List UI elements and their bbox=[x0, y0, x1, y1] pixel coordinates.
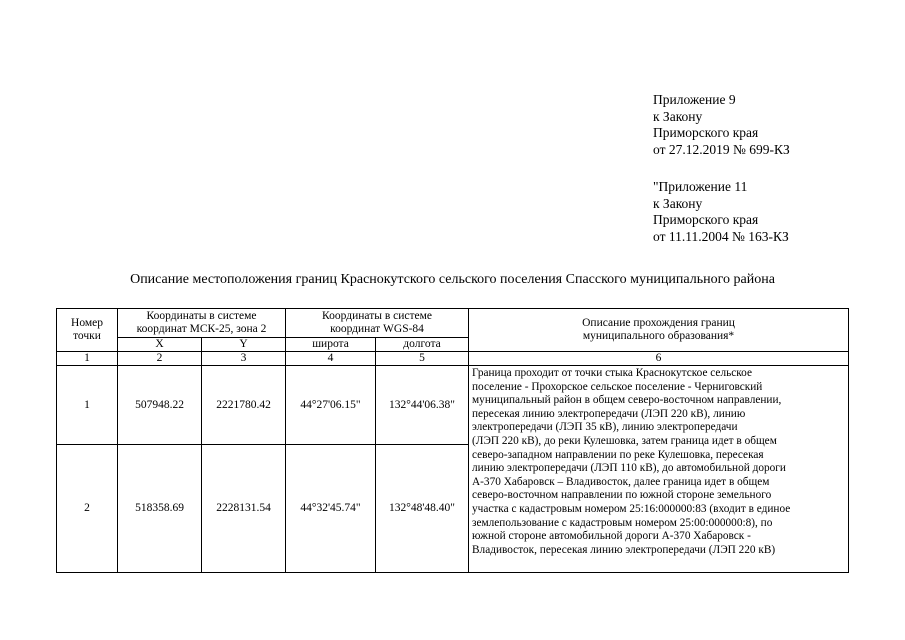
header-msk-coordinates bbox=[118, 309, 286, 338]
column-number-row bbox=[57, 352, 849, 366]
header-text: Координаты в системе bbox=[146, 310, 257, 322]
longitude: 132°48'48.40" bbox=[376, 445, 469, 573]
latitude: 44°27'06.15" bbox=[286, 366, 376, 445]
table-row bbox=[57, 366, 849, 445]
description-line: А-370 Хабаровск – Владивосток, далее граница идет в общем bbox=[472, 475, 770, 488]
header-text: координат МСК-25, зона 2 bbox=[136, 323, 267, 335]
description-line: Граница проходит от точки стыка Краснокутское сельское bbox=[472, 367, 752, 379]
column-number: 5 bbox=[376, 352, 469, 366]
appendix-line: "Приложение 11 bbox=[653, 179, 748, 194]
description-line: Владивосток, пересекая линию электропередачи (ЛЭП 220 кВ) bbox=[472, 543, 776, 556]
latitude: 44°32'45.74" bbox=[286, 445, 376, 573]
header-wgs-coordinates bbox=[286, 309, 469, 338]
coordinate-x: 518358.69 bbox=[118, 445, 202, 573]
description-line: северо-западном направлении по реке Кулешовка, пересекая bbox=[472, 448, 764, 461]
appendix-line: к Закону bbox=[653, 195, 703, 211]
coordinate-y: 2228131.54 bbox=[202, 445, 286, 573]
header-text: Номер bbox=[71, 317, 103, 329]
appendix-line: к Закону bbox=[653, 108, 703, 124]
header-latitude: широта bbox=[286, 338, 376, 352]
description-line: участка с кадастровым номером 25:16:000000:83 (входит в единое bbox=[472, 502, 791, 515]
appendix-line: от 11.11.2004 № 163-КЗ bbox=[653, 228, 789, 244]
coordinate-y: 2221780.42 bbox=[202, 366, 286, 445]
description-line: линию электропередачи (ЛЭП 110 кВ), до автомобильной дороги bbox=[472, 462, 786, 475]
header-y: Y bbox=[202, 338, 286, 352]
appendix-header-amended bbox=[653, 179, 789, 245]
column-number: 6 bbox=[469, 352, 849, 366]
appendix-line: Приложение 9 bbox=[653, 92, 736, 107]
boundary-table bbox=[56, 308, 849, 573]
longitude: 132°44'06.38" bbox=[376, 366, 469, 445]
description-line: (ЛЭП 220 кВ), до реки Кулешовка, затем граница идет в общем bbox=[472, 434, 777, 447]
header-text: Описание прохождения границ bbox=[582, 317, 735, 329]
appendix-line: Приморского края bbox=[653, 125, 759, 141]
header-text: муниципального образования* bbox=[582, 330, 735, 342]
appendix-header-current bbox=[653, 92, 790, 158]
point-number: 2 bbox=[57, 445, 118, 573]
description-line: пересекая линию электропередачи (ЛЭП 220 кВ), линию bbox=[472, 407, 746, 420]
boundary-description bbox=[469, 366, 849, 573]
appendix-line: Приморского края bbox=[653, 212, 759, 228]
column-number: 1 bbox=[57, 352, 118, 366]
point-number: 1 bbox=[57, 366, 118, 445]
header-description bbox=[469, 309, 849, 352]
description-line: электропередачи (ЛЭП 35 кВ), линию электропередачи bbox=[472, 421, 738, 434]
column-number: 3 bbox=[202, 352, 286, 366]
description-line: муниципальный район в общем северо-восточном направлении, bbox=[472, 394, 782, 407]
description-line: южной стороне автомобильной дороги А-370 Хабаровск - bbox=[472, 530, 751, 543]
header-text: точки bbox=[73, 330, 101, 342]
header-text: Координаты в системе bbox=[322, 310, 432, 322]
header-longitude: долгота bbox=[376, 338, 469, 352]
description-line: поселение - Прохорское сельское поселение - Черниговский bbox=[472, 380, 763, 393]
coordinate-x: 507948.22 bbox=[118, 366, 202, 445]
document-title: Описание местоположения границ Краснокутского сельского поселения Спасского муниципального района bbox=[130, 272, 775, 287]
header-point-number bbox=[57, 309, 118, 352]
header-row bbox=[57, 309, 849, 338]
column-number: 4 bbox=[286, 352, 376, 366]
description-line: северо-восточном направлении по южной стороне земельного bbox=[472, 489, 772, 502]
header-text: координат WGS-84 bbox=[330, 323, 424, 335]
header-x: X bbox=[118, 338, 202, 352]
appendix-line: от 27.12.2019 № 699-КЗ bbox=[653, 141, 790, 157]
column-number: 2 bbox=[118, 352, 202, 366]
description-line: землепользование с кадастровым номером 25:00:000000:8), по bbox=[472, 516, 773, 529]
